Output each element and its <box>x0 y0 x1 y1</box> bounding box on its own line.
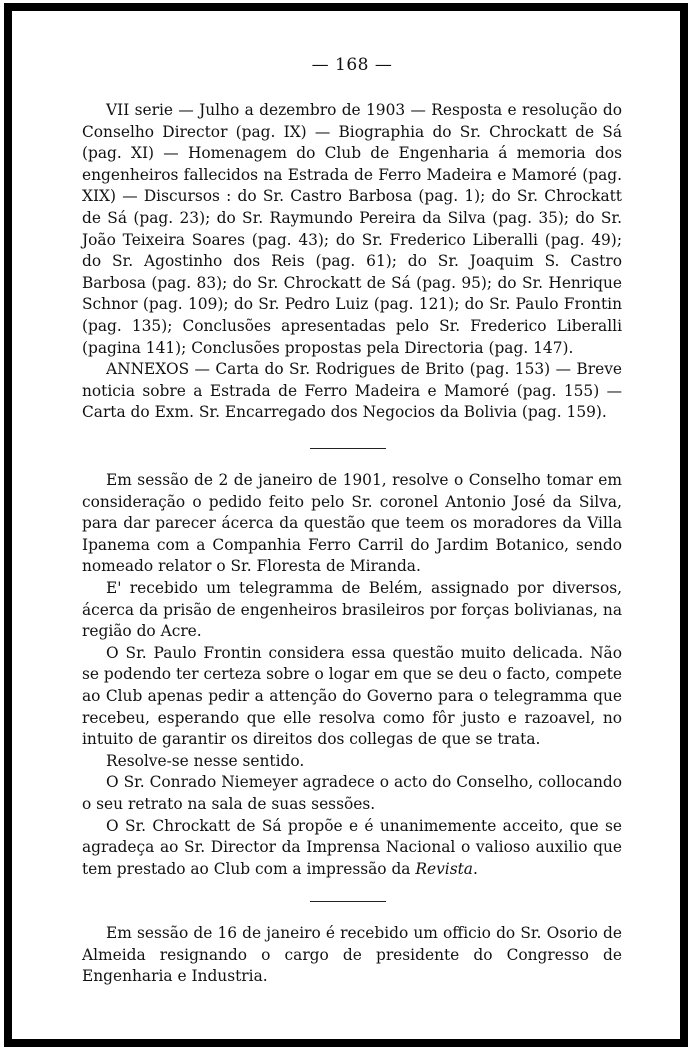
session-paragraph <box>82 816 622 881</box>
page-number: — 168 — <box>311 55 393 75</box>
summary-paragraph: VII serie — Julho a dezembro de 1903 — Resposta e resolução do Conselho Director (pag. IX) — Biographia do Sr. Chrockatt de Sá (pag. XI) — Homenagem do Club de Engenharia á memoria dos engenheiros fallecidos na Estrada de Ferro Madeira e Mamoré (pag. XIX) — Discursos : do Sr. Castro Barbosa (pag. 1); do Sr. Chrockatt de Sá (pag. 23); do Sr. Raymundo Pereira da Silva (pag. 35); do Sr. João Teixeira Soares (pag. 43); do Sr. Frederico Liberalli (pag. 49); do Sr. Agostinho dos Reis (pag. 61); do Sr. Joaquim S. Castro Barbosa (pag. 83); do Sr. Chrockatt de Sá (pag. 95); do Sr. Henrique Schnor (pag. 109); do Sr. Pedro Luiz (pag. 121); do Sr. Paulo Frontin (pag. 135); Conclusões apresentadas pelo Sr. Frederico Liberalli (pagina 141); Conclusões propostas pela Directoria (pag. 147). <box>82 101 622 357</box>
session-2-january <box>82 470 622 880</box>
summary-section <box>82 100 622 424</box>
text-run: . <box>472 859 478 878</box>
annexos-paragraph: ANNEXOS — Carta do Sr. Rodrigues de Brito (pag. 153) — Breve noticia sobre a Estrada de Ferro Madeira e Mamoré (pag. 155) — Carta do Exm. Sr. Encarregado dos Negocios da Bolivia (pag. 159). <box>82 360 622 422</box>
session-paragraph: Em sessão de 16 de janeiro é recebido um officio do Sr. Osorio de Almeida resignando o cargo de presidente do Congresso de Engenharia e Industria. <box>82 924 622 986</box>
page-frame <box>4 3 688 1047</box>
revista-title: Revista <box>415 859 473 878</box>
session-16-january <box>82 923 622 988</box>
session-paragraph: Resolve-se nesse sentido. <box>106 751 305 770</box>
session-paragraph: O Sr. Paulo Frontin considera essa questão muito delicada. Não se podendo ter certeza sobre o logar em que se deu o facto, compete ao Club apenas pedir a attenção do Governo para o telegramma que recebeu, esperando que elle resolva como fôr justo e razoavel, no intuito de garantir os direitos dos collegas de que se trata. <box>82 643 622 749</box>
session-paragraph: O Sr. Conrado Niemeyer agradece o acto do Conselho, collocando o seu retrato na sala de suas sessões. <box>82 773 622 813</box>
section-divider <box>310 448 386 449</box>
session-paragraph: Em sessão de 2 de janeiro de 1901, resolve o Conselho tomar em consideração o pedido feito pelo Sr. coronel Antonio José da Silva, para dar parecer ácerca da questão que teem os moradores da Villa Ipanema com a Companhia Ferro Carril do Jardim Botanico, sendo nomeado relator o Sr. Floresta de Miranda. <box>82 471 622 576</box>
text-run: O Sr. Chrockatt de Sá propõe e é unanimemente acceito, que se agradeça ao Sr. Director da Imprensa Nacional o valioso auxilio que tem prestado ao Club com a impressão da <box>82 816 622 878</box>
section-divider <box>310 901 386 902</box>
session-paragraph: E' recebido um telegramma de Belém, assignado por diversos, ácerca da prisão de engenheiros brasileiros por forças bolivianas, na região do Acre. <box>82 578 622 641</box>
